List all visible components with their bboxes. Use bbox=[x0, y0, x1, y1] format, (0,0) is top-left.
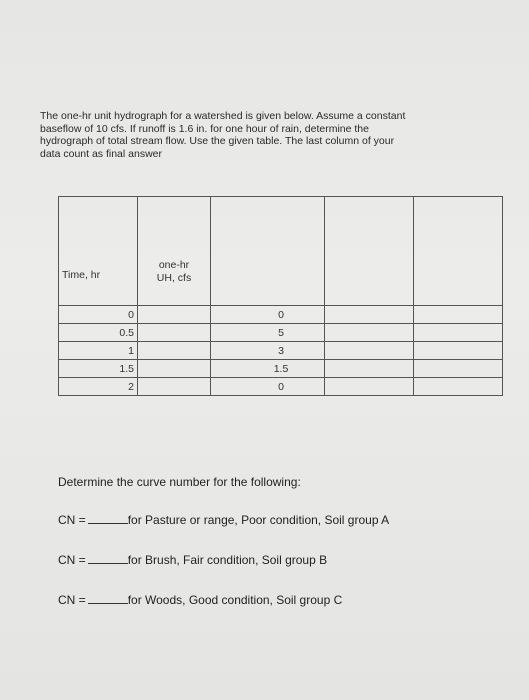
cell-empty[interactable] bbox=[325, 378, 414, 396]
cell-uh: 1.5 bbox=[211, 360, 325, 378]
cell-empty[interactable] bbox=[138, 324, 211, 342]
cell-empty[interactable] bbox=[138, 378, 211, 396]
cell-time: 1.5 bbox=[59, 360, 138, 378]
table-row bbox=[59, 378, 503, 396]
cn-question bbox=[58, 553, 498, 593]
cn-answer-blank[interactable] bbox=[88, 553, 128, 564]
header-unit-hydrograph bbox=[138, 197, 211, 306]
cn-question bbox=[58, 513, 498, 553]
problem-statement bbox=[40, 110, 485, 160]
cn-description: for Pasture or range, Poor condition, Soil group A bbox=[127, 513, 390, 527]
header-uh-line2: UH, cfs bbox=[156, 272, 192, 284]
cell-time: 0 bbox=[59, 306, 138, 324]
cell-empty[interactable] bbox=[414, 324, 503, 342]
hydrograph-table bbox=[58, 196, 503, 396]
cn-label: CN = bbox=[58, 593, 86, 607]
header-empty-cell[interactable] bbox=[325, 197, 414, 306]
cell-empty[interactable] bbox=[414, 306, 503, 324]
cell-empty[interactable] bbox=[325, 342, 414, 360]
cell-empty[interactable] bbox=[414, 360, 503, 378]
cn-question bbox=[58, 593, 498, 633]
cell-empty[interactable] bbox=[325, 306, 414, 324]
cn-description: for Woods, Good condition, Soil group C bbox=[127, 593, 343, 607]
table-row bbox=[59, 342, 503, 360]
cell-empty[interactable] bbox=[138, 342, 211, 360]
cell-empty[interactable] bbox=[325, 360, 414, 378]
cell-empty[interactable] bbox=[325, 324, 414, 342]
cell-time: 0.5 bbox=[59, 324, 138, 342]
table-row bbox=[59, 360, 503, 378]
cell-empty[interactable] bbox=[138, 360, 211, 378]
cn-label: CN = bbox=[58, 553, 86, 567]
header-empty-cell[interactable] bbox=[414, 197, 503, 306]
cell-time: 1 bbox=[59, 342, 138, 360]
table-header-row bbox=[59, 197, 503, 306]
problem-line: hydrograph of total stream flow. Use the given table. The last column of your bbox=[40, 135, 395, 147]
cn-answer-blank[interactable] bbox=[88, 513, 128, 524]
header-empty-cell[interactable] bbox=[211, 197, 325, 306]
problem-line: The one-hr unit hydrograph for a watershed is given below. Assume a constant bbox=[40, 110, 406, 122]
cn-description: for Brush, Fair condition, Soil group B bbox=[127, 553, 328, 567]
table-row bbox=[59, 306, 503, 324]
header-uh-line1: one-hr bbox=[158, 259, 190, 271]
curve-number-section bbox=[58, 475, 498, 633]
problem-line: baseflow of 10 cfs. If runoff is 1.6 in. for one hour of rain, determine the bbox=[40, 122, 369, 135]
cn-answer-blank[interactable] bbox=[88, 593, 128, 604]
problem-line: data count as final answer bbox=[40, 147, 162, 160]
cn-label: CN = bbox=[58, 513, 86, 527]
cn-instruction: Determine the curve number for the following: bbox=[58, 475, 301, 489]
cell-uh: 3 bbox=[211, 342, 325, 360]
cell-uh: 0 bbox=[211, 378, 325, 396]
cell-empty[interactable] bbox=[138, 306, 211, 324]
cell-time: 2 bbox=[59, 378, 138, 396]
cell-empty[interactable] bbox=[414, 378, 503, 396]
table-row bbox=[59, 324, 503, 342]
cell-uh: 0 bbox=[211, 306, 325, 324]
header-time: Time, hr bbox=[59, 197, 138, 306]
cell-uh: 5 bbox=[211, 324, 325, 342]
cell-empty[interactable] bbox=[414, 342, 503, 360]
